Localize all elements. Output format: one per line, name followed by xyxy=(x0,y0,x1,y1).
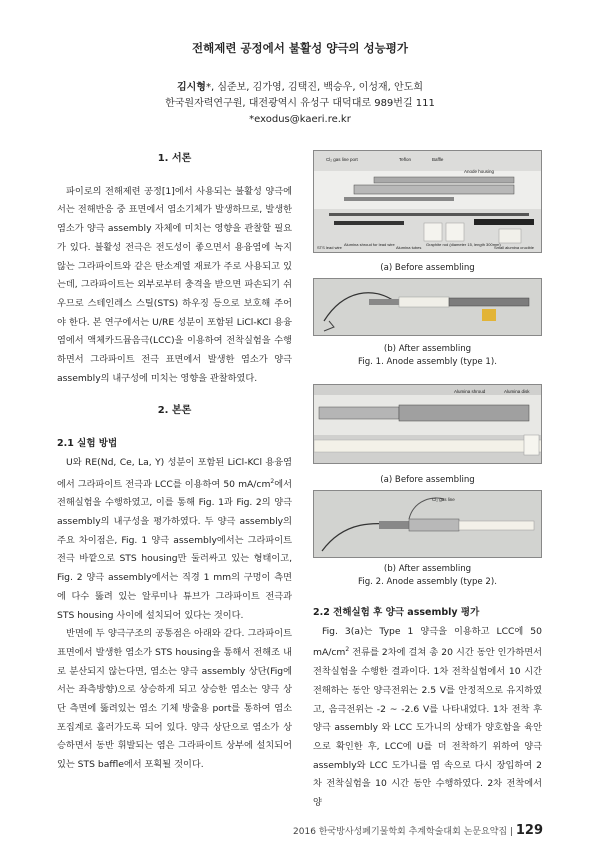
label-alumina-shroud-2: Alumina shroud xyxy=(454,389,486,394)
label-cl2-line: Cl₂ gas line xyxy=(432,497,455,502)
affiliation: 한국원자력연구원, 대전광역시 유성구 대덕대로 989번길 111 xyxy=(165,98,435,109)
figure-1a-photo xyxy=(313,150,542,253)
anode-parts-illustration xyxy=(314,151,542,253)
label-graphite-rod: Graphite rod (diameter 15, length 300mm) xyxy=(426,242,501,247)
paper-title: 전해제련 공정에서 불활성 양극의 성능평가 xyxy=(192,41,408,55)
page-footer xyxy=(293,823,543,838)
label-alumina-shroud: Alumina shroud for lead wire xyxy=(344,242,395,247)
co-authors: *, 심준보, 김가영, 김택진, 백승우, 이성재, 안도희 xyxy=(205,82,423,93)
figure-2b-caption: (b) After assembling xyxy=(383,564,472,574)
label-teflon: Teflon xyxy=(399,157,412,162)
footer-separator: | xyxy=(507,827,516,837)
subsection-2-1-paragraph-2: 반면에 두 양극구조의 공통점은 아래와 같다. 그라파이트 표면에서 발생한 염소가 STS housing을 통해서 전해조 내로 분산되지 않는다면, 염소는 양극 assembly 상단(Fig에서는 좌측방향)으로 상승하게 되고 상승한 염소는 양극 상단 측면에 뚫려있는 염소 기체 방출용 port를 통하여 염소포집계로 흘러가도록 되어 있다. 양극 상단으로 염소가 상승하면서 동반 휘발되는 염은 그라파이트 상부에 설치되어 있는 STS baffle에서 포획될 것이다. xyxy=(57,628,292,771)
section-2-title: 2. 본론 xyxy=(157,405,192,417)
anode-parts-type2-illustration xyxy=(314,385,542,464)
author-list xyxy=(0,80,600,96)
section-1-body: 파이로의 전해제련 공정[1]에서 사용되는 불활성 양극에서는 전해반응 중 표면에서 염소기체가 발생하므로, 발생한 염소가 양극 assembly 자체에 미치는 영향을 관찰할 필요가 있다. 불활성 전극은 전도성이 좋으면서 용융염에 녹지 않는 그라파이트와 같은 탄소계열 재료가 주로 사용되고 있는데, 그라파이트는 외부로부터 충격을 받으면 파손되기 쉬우므로 스테인레스 스틸(STS) 하우징 등으로 보호해 주어야 한다. 본 연구에서는 U/RE 성분이 포함된 LiCl-KCl 용융염에서 액체카드뮴음극(LCC)을 이용하여 전착실험을 수행하면서 그라파이트 전극 표면에서 발생한 염소가 양극 assembly의 내구성에 미치는 영향을 관찰하였다. xyxy=(57,185,292,384)
left-column xyxy=(57,150,292,775)
figure-1-caption: Fig. 1. Anode assembly (type 1). xyxy=(358,357,497,367)
label-cl2-port: Cl₂ gas line port xyxy=(326,157,358,162)
label-alumina-tubes: Alumina tubes xyxy=(396,245,422,250)
section-1-title: 1. 서론 xyxy=(157,153,192,164)
label-baffle: Baffle xyxy=(432,157,444,162)
label-small-crucible: Small alumina crucible xyxy=(494,245,535,250)
label-sts-rod: STS lead wire xyxy=(317,245,342,250)
figure-2a-photo xyxy=(313,384,542,464)
email: *exodus@kaeri.re.kr xyxy=(249,114,351,125)
figure-1a-caption: (a) Before assembling xyxy=(380,263,475,273)
figure-1b-caption: (b) After assembling xyxy=(383,344,472,354)
page-number: 129 xyxy=(515,823,543,838)
author-block xyxy=(0,80,600,128)
main-author: 김시형 xyxy=(176,82,206,93)
figure-2a-caption: (a) Before assembling xyxy=(380,475,475,485)
figure-2-caption: Fig. 2. Anode assembly (type 2). xyxy=(358,577,497,587)
subsection-2-2-body: Fig. 3(a)는 Type 1 양극을 이용하고 LCC에 50 $mA/cm^2$ 전류를 2차에 걸쳐 총 20 시간 동안 인가하면서 전착실험을 수행한 결과이다. 1차 전착실험에서 10 시간 전해하는 동안 양극전위는 2.5 V를 안정적으로 유지하였고, 음극전위는 -2 ~ -2.6 V를 나타내었다. 1차 전착 후 양극 assembly 와 LCC 도가니의 상태가 양호함을 육안으로 확인한 후, LCC에 U를 더 전착하기 위하여 양극 assembly와 LCC 도가니를 염 속으로 다시 장입하여 2차 전착실험을 10 시간 동안 수행하였다. 2차 전착에서 양 xyxy=(313,625,542,809)
label-alumina-disk: Alumina disk xyxy=(504,389,530,394)
label-anode-housing: Anode housing xyxy=(464,169,495,174)
assembled-anode-type2-illustration xyxy=(314,491,542,558)
figure-2b-photo xyxy=(313,490,542,558)
subsection-2-1-paragraph-1: U와 RE(Nd, Ce, La, Y) 성분이 포함된 LiCl-KCl 용융염에서 그라파이트 전극과 LCC를 이용하여 50 $mA/cm^2$에서 전해실험을 수행하였고, 이를 통해 Fig. 1과 Fig. 2의 양극 assembly의 내구성을 평가하였다. 두 양극 assembly의 주요 차이점은, Fig. 1 양극 assembly에서는 그라파이트 전극 바깥으로 STS housing만 둘러싸고 있는 형태이고, Fig. 2 양극 assembly에서는 직경 1 mm의 구멍이 측면에 다수 뚫려 있는 알루미나 튜브가 그라파이트 전극과 STS housing 사이에 설치되어 있다는 것이다. xyxy=(57,456,292,621)
subsection-2-2-title: 2.2 전해실험 후 양극 assembly 평가 xyxy=(313,607,480,618)
right-column xyxy=(313,604,542,813)
conference-name: 2016 한국방사성폐기물학회 추계학술대회 논문요약집 xyxy=(293,827,508,837)
figure-1b-photo xyxy=(313,278,542,336)
subsection-2-1-title: 2.1 실험 방법 xyxy=(57,438,118,450)
assembled-anode-type1-illustration xyxy=(314,279,542,336)
